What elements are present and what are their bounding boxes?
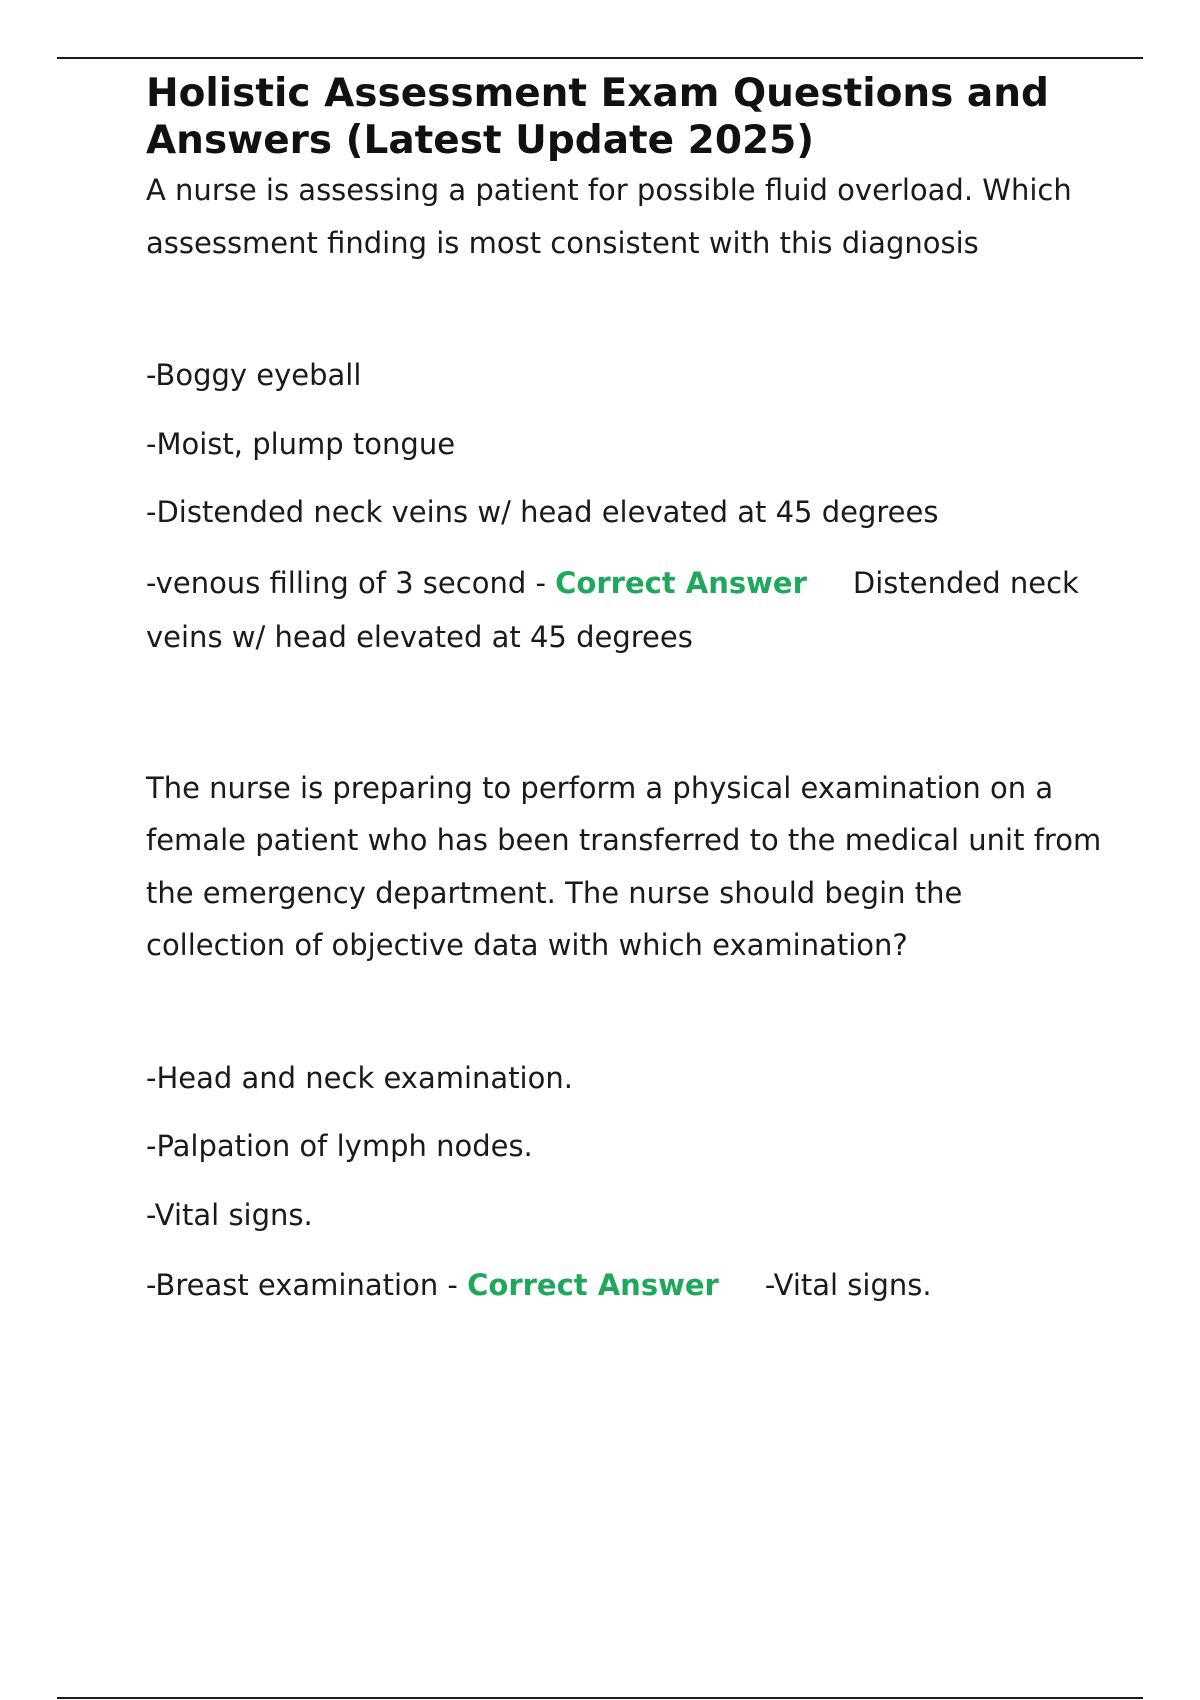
question-2 xyxy=(146,762,1106,1313)
option-item: -Moist, plump tongue xyxy=(146,426,456,461)
option-item: -Head and neck examination. xyxy=(146,1060,573,1095)
option-item: -Distended neck veins w/ head elevated at 45 degrees xyxy=(146,495,939,529)
correct-answer-label: Correct Answer xyxy=(467,1268,719,1302)
option-item: -Vital signs. xyxy=(146,1197,313,1232)
document-title: Holistic Assessment Exam Questions and Answers (Latest Update 2025) xyxy=(146,71,1049,163)
top-rule xyxy=(57,57,1143,59)
answer-options xyxy=(146,1053,1106,1313)
option-item: -Boggy eyeball xyxy=(146,358,362,392)
option-text: -Breast examination - xyxy=(146,1268,468,1302)
question-prompt: The nurse is preparing to perform a physical examination on a female patient who has been transferred to the medical unit from the emergency department. The nurse should begin the collection of objective data with which examination? xyxy=(146,770,1102,962)
correct-answer-label: Correct Answer xyxy=(555,565,807,600)
option-item-with-answer xyxy=(146,556,1106,665)
answer-options xyxy=(146,350,1106,665)
answer-text: -Vital signs. xyxy=(764,1268,932,1302)
option-item-with-answer xyxy=(146,1258,1106,1313)
document-body xyxy=(146,70,1106,1313)
option-item: -Palpation of lymph nodes. xyxy=(146,1129,533,1163)
option-text: -venous filling of 3 second - xyxy=(146,565,556,600)
bottom-rule xyxy=(57,1697,1143,1699)
question-1 xyxy=(146,164,1106,665)
answer-text: Distended neck veins w/ head elevated at 45 degrees xyxy=(146,565,1079,654)
question-prompt: A nurse is assessing a patient for possible fluid overload. Which assessment finding is most consistent with this diagnosis xyxy=(146,173,1072,260)
